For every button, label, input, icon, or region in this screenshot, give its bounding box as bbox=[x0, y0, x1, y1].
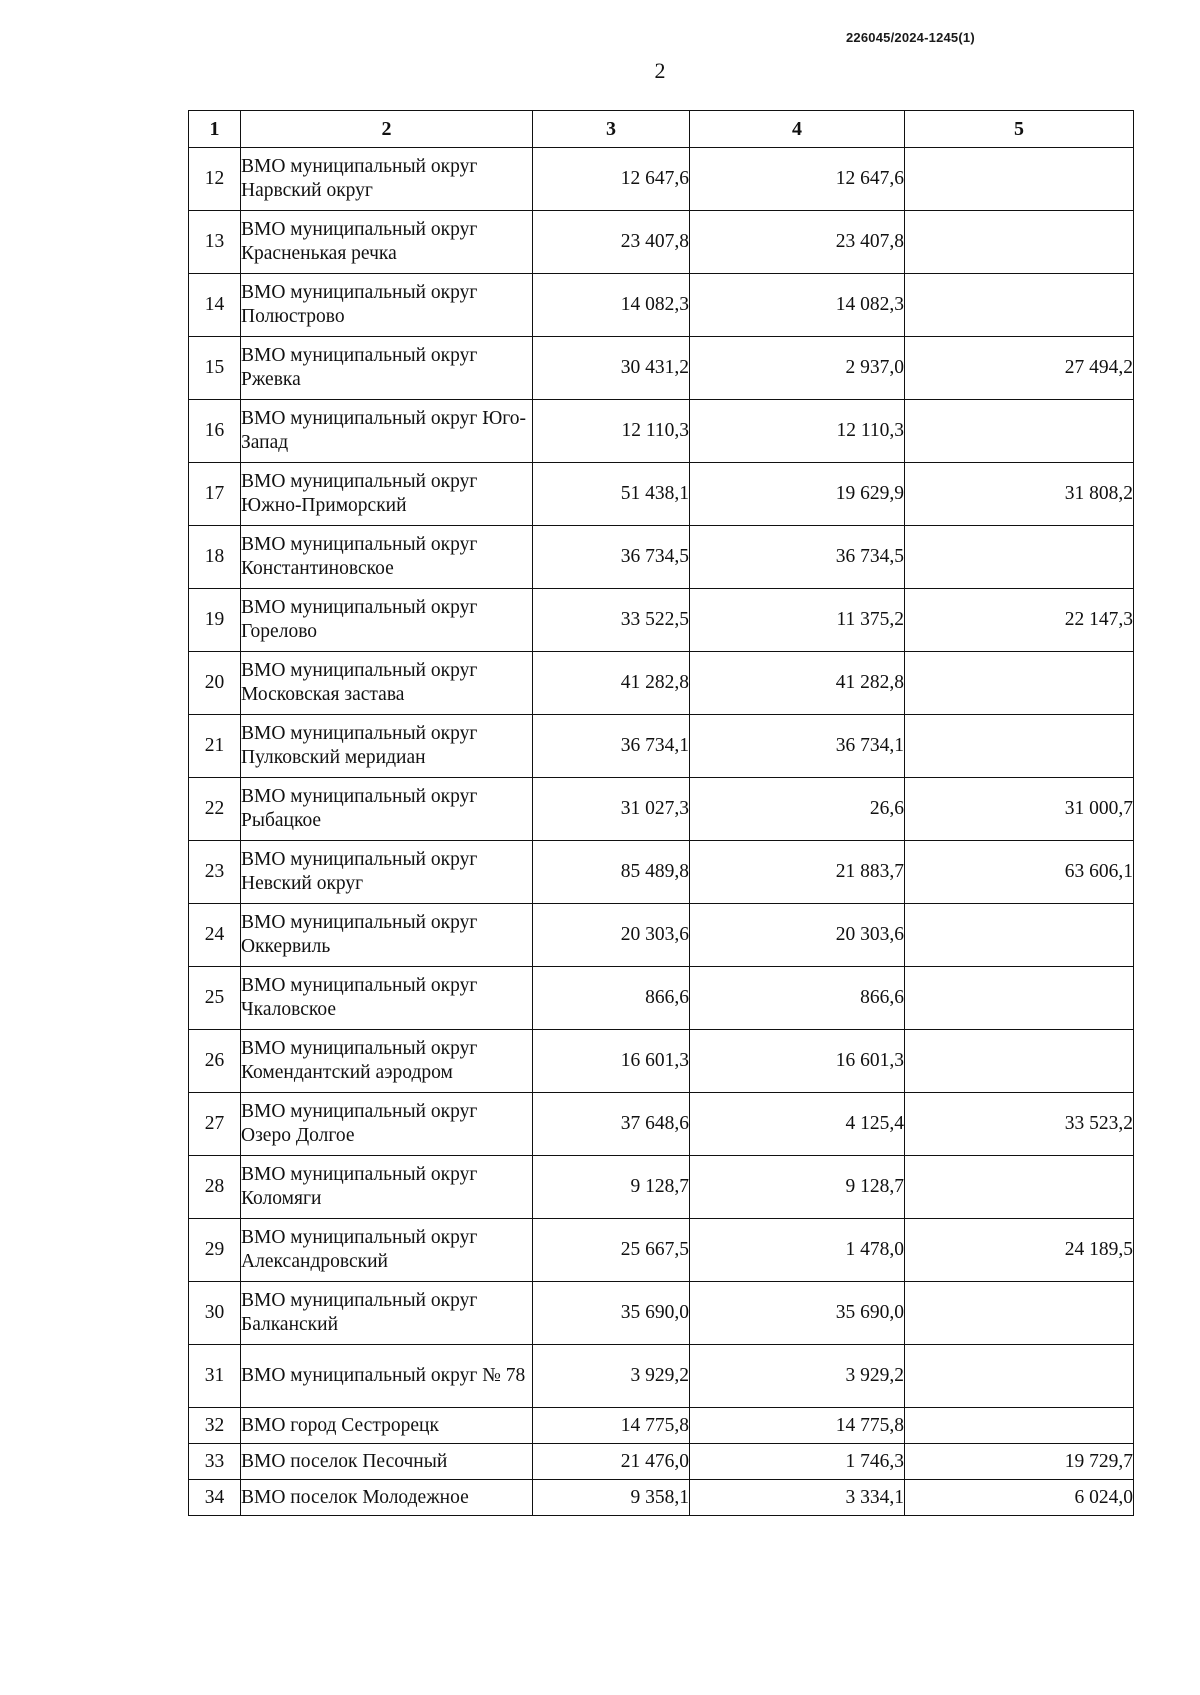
row-col4-cell: 2 937,0 bbox=[690, 337, 905, 400]
row-col4-cell: 1 746,3 bbox=[690, 1444, 905, 1480]
row-col4-cell: 26,6 bbox=[690, 778, 905, 841]
table-row bbox=[189, 715, 1134, 778]
row-name-cell: ВМО муниципальный округ Пулковский меридиан bbox=[241, 715, 533, 778]
row-name-cell: ВМО муниципальный округ Юго-Запад bbox=[241, 400, 533, 463]
row-col3-cell: 21 476,0 bbox=[533, 1444, 690, 1480]
row-number-cell: 13 bbox=[189, 211, 241, 274]
row-col4-cell: 35 690,0 bbox=[690, 1282, 905, 1345]
row-col4-cell: 866,6 bbox=[690, 967, 905, 1030]
header-col-1: 1 bbox=[189, 111, 241, 148]
row-col5-cell bbox=[905, 274, 1134, 337]
row-number-cell: 29 bbox=[189, 1219, 241, 1282]
row-col4-cell: 12 647,6 bbox=[690, 148, 905, 211]
table-row bbox=[189, 589, 1134, 652]
row-number-cell: 16 bbox=[189, 400, 241, 463]
table-row bbox=[189, 463, 1134, 526]
row-col5-cell bbox=[905, 526, 1134, 589]
row-number-cell: 27 bbox=[189, 1093, 241, 1156]
table-row bbox=[189, 904, 1134, 967]
row-name-cell: ВМО муниципальный округ Южно-Приморский bbox=[241, 463, 533, 526]
row-name-cell: ВМО муниципальный округ Оккервиль bbox=[241, 904, 533, 967]
row-col5-cell: 31 808,2 bbox=[905, 463, 1134, 526]
page-number: 2 bbox=[654, 58, 666, 83]
header-col-2: 2 bbox=[241, 111, 533, 148]
row-col5-cell: 19 729,7 bbox=[905, 1444, 1134, 1480]
row-col4-cell: 41 282,8 bbox=[690, 652, 905, 715]
row-col3-cell: 9 358,1 bbox=[533, 1480, 690, 1516]
row-name-cell: ВМО муниципальный округ Балканский bbox=[241, 1282, 533, 1345]
row-number-cell: 14 bbox=[189, 274, 241, 337]
row-col4-cell: 16 601,3 bbox=[690, 1030, 905, 1093]
row-name-cell: ВМО муниципальный округ Горелово bbox=[241, 589, 533, 652]
row-col3-cell: 85 489,8 bbox=[533, 841, 690, 904]
row-name-cell: ВМО муниципальный округ Невский округ bbox=[241, 841, 533, 904]
row-col3-cell: 36 734,1 bbox=[533, 715, 690, 778]
row-name-cell: ВМО поселок Песочный bbox=[241, 1444, 533, 1480]
row-number-cell: 32 bbox=[189, 1408, 241, 1444]
row-col5-cell: 63 606,1 bbox=[905, 841, 1134, 904]
row-col5-cell: 31 000,7 bbox=[905, 778, 1134, 841]
row-name-cell: ВМО муниципальный округ Московская застава bbox=[241, 652, 533, 715]
row-col3-cell: 33 522,5 bbox=[533, 589, 690, 652]
row-col3-cell: 9 128,7 bbox=[533, 1156, 690, 1219]
row-col3-cell: 31 027,3 bbox=[533, 778, 690, 841]
row-col5-cell bbox=[905, 148, 1134, 211]
row-col4-cell: 12 110,3 bbox=[690, 400, 905, 463]
row-name-cell: ВМО муниципальный округ № 78 bbox=[241, 1345, 533, 1408]
row-name-cell: ВМО муниципальный округ Нарвский округ bbox=[241, 148, 533, 211]
row-col5-cell bbox=[905, 211, 1134, 274]
row-number-cell: 20 bbox=[189, 652, 241, 715]
row-number-cell: 18 bbox=[189, 526, 241, 589]
header-row bbox=[189, 111, 1134, 148]
table-row bbox=[189, 1444, 1134, 1480]
row-col4-cell: 36 734,1 bbox=[690, 715, 905, 778]
row-col3-cell: 14 775,8 bbox=[533, 1408, 690, 1444]
row-col5-cell: 6 024,0 bbox=[905, 1480, 1134, 1516]
row-col5-cell bbox=[905, 1282, 1134, 1345]
row-col3-cell: 30 431,2 bbox=[533, 337, 690, 400]
row-name-cell: ВМО муниципальный округ Красненькая речка bbox=[241, 211, 533, 274]
table-row bbox=[189, 148, 1134, 211]
table-row bbox=[189, 841, 1134, 904]
row-col3-cell: 12 110,3 bbox=[533, 400, 690, 463]
row-col5-cell bbox=[905, 904, 1134, 967]
row-col4-cell: 4 125,4 bbox=[690, 1093, 905, 1156]
row-col4-cell: 19 629,9 bbox=[690, 463, 905, 526]
row-col5-cell: 33 523,2 bbox=[905, 1093, 1134, 1156]
row-col4-cell: 36 734,5 bbox=[690, 526, 905, 589]
row-col3-cell: 51 438,1 bbox=[533, 463, 690, 526]
row-number-cell: 30 bbox=[189, 1282, 241, 1345]
row-col4-cell: 3 334,1 bbox=[690, 1480, 905, 1516]
row-col3-cell: 41 282,8 bbox=[533, 652, 690, 715]
row-name-cell: ВМО муниципальный округ Чкаловское bbox=[241, 967, 533, 1030]
table-body bbox=[189, 148, 1134, 1516]
table-row bbox=[189, 1408, 1134, 1444]
document-id: 226045/2024-1245(1) bbox=[846, 30, 975, 45]
row-col3-cell: 14 082,3 bbox=[533, 274, 690, 337]
row-name-cell: ВМО муниципальный округ Озеро Долгое bbox=[241, 1093, 533, 1156]
row-name-cell: ВМО муниципальный округ Комендантский аэродром bbox=[241, 1030, 533, 1093]
row-col5-cell: 22 147,3 bbox=[905, 589, 1134, 652]
row-col5-cell: 27 494,2 bbox=[905, 337, 1134, 400]
row-number-cell: 25 bbox=[189, 967, 241, 1030]
row-col3-cell: 23 407,8 bbox=[533, 211, 690, 274]
row-col4-cell: 23 407,8 bbox=[690, 211, 905, 274]
row-number-cell: 23 bbox=[189, 841, 241, 904]
row-col5-cell: 24 189,5 bbox=[905, 1219, 1134, 1282]
table-row bbox=[189, 652, 1134, 715]
row-number-cell: 12 bbox=[189, 148, 241, 211]
row-col4-cell: 11 375,2 bbox=[690, 589, 905, 652]
table-row bbox=[189, 1282, 1134, 1345]
row-col3-cell: 37 648,6 bbox=[533, 1093, 690, 1156]
table-row bbox=[189, 1030, 1134, 1093]
table-row bbox=[189, 211, 1134, 274]
table-row bbox=[189, 967, 1134, 1030]
table-row bbox=[189, 1156, 1134, 1219]
row-name-cell: ВМО город Сестрорецк bbox=[241, 1408, 533, 1444]
row-col3-cell: 20 303,6 bbox=[533, 904, 690, 967]
table-row bbox=[189, 1345, 1134, 1408]
row-col3-cell: 866,6 bbox=[533, 967, 690, 1030]
row-number-cell: 15 bbox=[189, 337, 241, 400]
table-row bbox=[189, 274, 1134, 337]
data-table bbox=[188, 110, 1134, 1516]
row-col3-cell: 12 647,6 bbox=[533, 148, 690, 211]
row-col4-cell: 21 883,7 bbox=[690, 841, 905, 904]
row-name-cell: ВМО поселок Молодежное bbox=[241, 1480, 533, 1516]
row-col5-cell bbox=[905, 967, 1134, 1030]
row-col5-cell bbox=[905, 1030, 1134, 1093]
row-name-cell: ВМО муниципальный округ Коломяги bbox=[241, 1156, 533, 1219]
row-col5-cell bbox=[905, 1345, 1134, 1408]
table-row bbox=[189, 1480, 1134, 1516]
row-col4-cell: 20 303,6 bbox=[690, 904, 905, 967]
row-col5-cell bbox=[905, 1408, 1134, 1444]
row-name-cell: ВМО муниципальный округ Константиновское bbox=[241, 526, 533, 589]
table-row bbox=[189, 526, 1134, 589]
row-number-cell: 22 bbox=[189, 778, 241, 841]
row-name-cell: ВМО муниципальный округ Полюстрово bbox=[241, 274, 533, 337]
table-row bbox=[189, 400, 1134, 463]
header-col-3: 3 bbox=[533, 111, 690, 148]
row-col5-cell bbox=[905, 400, 1134, 463]
row-number-cell: 26 bbox=[189, 1030, 241, 1093]
row-number-cell: 24 bbox=[189, 904, 241, 967]
table-row bbox=[189, 337, 1134, 400]
row-number-cell: 19 bbox=[189, 589, 241, 652]
row-col4-cell: 14 775,8 bbox=[690, 1408, 905, 1444]
row-col3-cell: 3 929,2 bbox=[533, 1345, 690, 1408]
table-row bbox=[189, 778, 1134, 841]
row-col4-cell: 1 478,0 bbox=[690, 1219, 905, 1282]
row-number-cell: 17 bbox=[189, 463, 241, 526]
row-name-cell: ВМО муниципальный округ Рыбацкое bbox=[241, 778, 533, 841]
row-col4-cell: 9 128,7 bbox=[690, 1156, 905, 1219]
row-col5-cell bbox=[905, 1156, 1134, 1219]
header-col-4: 4 bbox=[690, 111, 905, 148]
row-col3-cell: 36 734,5 bbox=[533, 526, 690, 589]
row-col3-cell: 25 667,5 bbox=[533, 1219, 690, 1282]
row-name-cell: ВМО муниципальный округ Ржевка bbox=[241, 337, 533, 400]
row-number-cell: 34 bbox=[189, 1480, 241, 1516]
row-col3-cell: 16 601,3 bbox=[533, 1030, 690, 1093]
row-col4-cell: 14 082,3 bbox=[690, 274, 905, 337]
table-row bbox=[189, 1093, 1134, 1156]
row-col4-cell: 3 929,2 bbox=[690, 1345, 905, 1408]
header-col-5: 5 bbox=[905, 111, 1134, 148]
row-number-cell: 33 bbox=[189, 1444, 241, 1480]
row-col3-cell: 35 690,0 bbox=[533, 1282, 690, 1345]
row-col5-cell bbox=[905, 715, 1134, 778]
row-number-cell: 21 bbox=[189, 715, 241, 778]
row-number-cell: 28 bbox=[189, 1156, 241, 1219]
row-col5-cell bbox=[905, 652, 1134, 715]
row-name-cell: ВМО муниципальный округ Александровский bbox=[241, 1219, 533, 1282]
row-number-cell: 31 bbox=[189, 1345, 241, 1408]
table-row bbox=[189, 1219, 1134, 1282]
